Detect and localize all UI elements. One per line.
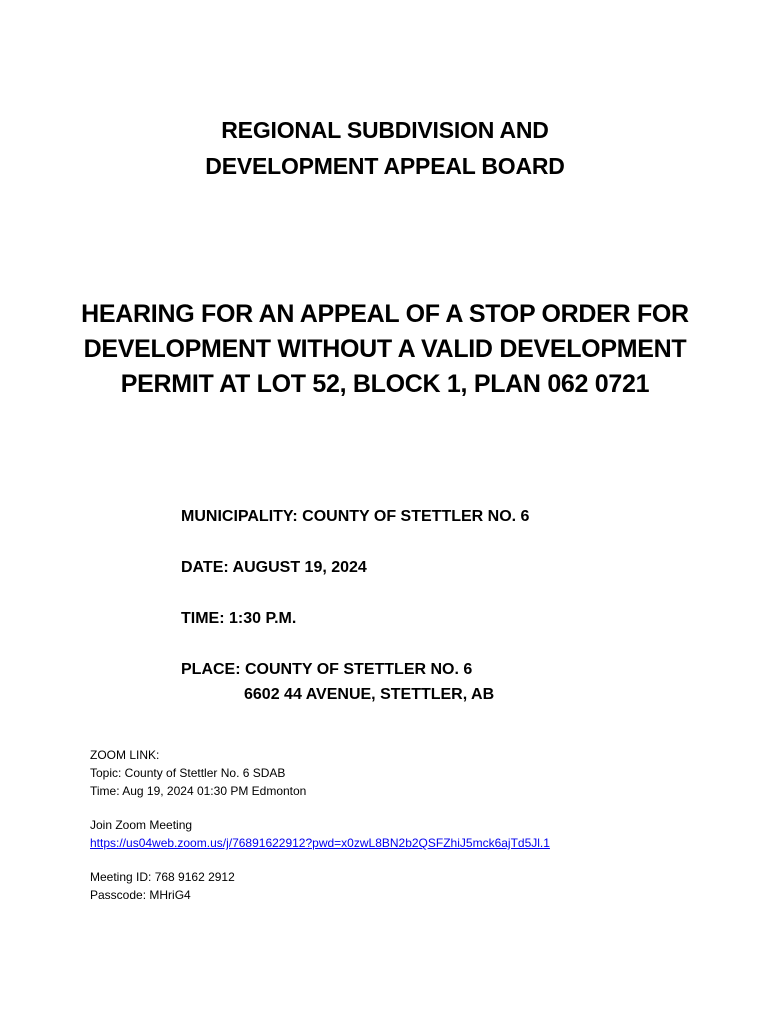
- passcode: Passcode: MHriG4: [90, 888, 191, 902]
- date-text: DATE: AUGUST 19, 2024: [181, 559, 367, 576]
- hearing-title: [0, 297, 770, 402]
- join-zoom-label: Join Zoom Meeting: [90, 818, 193, 832]
- zoom-time: Time: Aug 19, 2024 01:30 PM Edmonton: [90, 784, 307, 798]
- municipality-text: MUNICIPALITY: COUNTY OF STETTLER NO. 6: [181, 508, 530, 525]
- hearing-title-line-1: HEARING FOR AN APPEAL OF A STOP ORDER FOR: [81, 300, 689, 328]
- place-text: PLACE: COUNTY OF STETTLER NO. 6: [181, 661, 473, 678]
- meeting-id: Meeting ID: 768 9162 2912: [90, 870, 235, 884]
- time-text: TIME: 1:30 P.M.: [181, 610, 297, 627]
- zoom-topic: Topic: County of Stettler No. 6 SDAB: [90, 766, 286, 780]
- board-title: [0, 112, 770, 184]
- hearing-title-line-2: DEVELOPMENT WITHOUT A VALID DEVELOPMENT: [83, 335, 687, 363]
- board-title-line-1: REGIONAL SUBDIVISION AND: [221, 117, 549, 143]
- zoom-heading: ZOOM LINK:: [90, 748, 160, 762]
- address-text: 6602 44 AVENUE, STETTLER, AB: [244, 686, 495, 703]
- hearing-title-line-3: PERMIT AT LOT 52, BLOCK 1, PLAN 062 0721: [120, 370, 650, 398]
- zoom-meeting-link[interactable]: https://us04web.zoom.us/j/76891622912?pwd=x0zwL8BN2b2QSFZhiJ5mck6ajTd5Jl.1: [90, 836, 550, 850]
- board-title-line-2: DEVELOPMENT APPEAL BOARD: [205, 153, 565, 179]
